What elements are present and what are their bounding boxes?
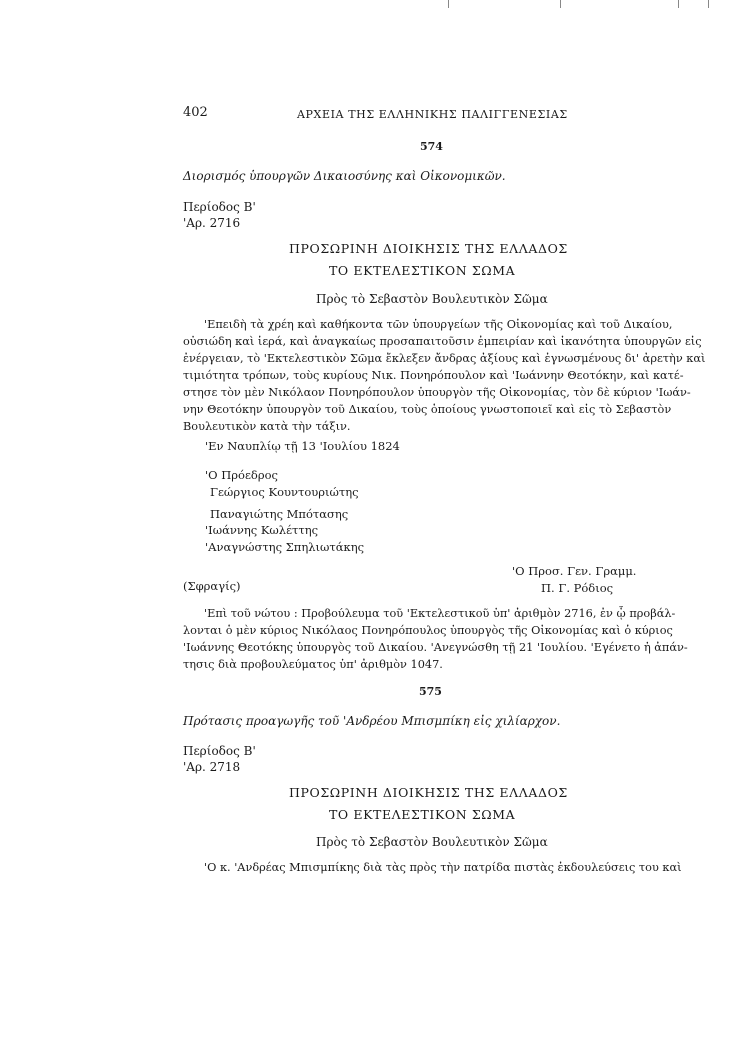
text-line: λονται ὁ μὲν κύριος Νικόλαος Πονηρόπουλος ὑπουργὸς τῆς Οἰκονομίας καὶ ὁ κύριος [183, 624, 673, 637]
secretary-title: 'Ο Προσ. Γεν. Γραμμ. [512, 564, 637, 578]
text-line: 'Ιωάννης Θεοτόκης ὑπουργὸς τοῦ Δικαίου. 'Ανεγνώσθη τῇ 21 'Ιουλίου. 'Εγένετο ἡ ἀπάν- [183, 641, 688, 654]
scan-mark [448, 0, 449, 8]
text-line: 'Επὶ τοῦ νώτου : Προβούλευμα τοῦ 'Εκτελεστικοῦ ὑπ' ἀριθμὸν 2716, ἐν ᾧ προβάλ- [204, 607, 676, 620]
reference-number: 'Αρ. 2716 [183, 216, 241, 230]
text-line: στησε τὸν μὲν Νικόλαον Πονηρόπουλον ὑπουργὸν τῆς Οἰκονομίας, τὸν δὲ κύριον 'Ιωάν- [183, 386, 691, 399]
document-subject: Διορισμός ὑπουργῶν Δικαιοσύνης καὶ Οἰκονομικῶν. [183, 169, 506, 183]
text-line: 'Επειδὴ τὰ χρέη καὶ καθήκοντα τῶν ὑπουργείων τῆς Οἰκονομίας καὶ τοῦ Δικαίου, [204, 318, 673, 331]
text-line: νην Θεοτόκην ὑπουργὸν τοῦ Δικαίου, τοὺς ὁποίους γνωστοποιεῖ καὶ εἰς τὸ Σεβαστὸν [183, 403, 672, 416]
body-paragraph [183, 859, 682, 876]
signatory: Γεώργιος Κουντουριώτης [210, 485, 359, 499]
document-subject: Πρότασις προαγωγῆς τοῦ 'Ανδρέου Μπισμπίκη εἰς χιλίαρχον. [183, 714, 561, 728]
page-number: 402 [183, 105, 208, 120]
scan-mark [678, 0, 679, 8]
heading-executive: ΤΟ ΕΚΤΕΛΕΣΤΙΚΟΝ ΣΩΜΑ [329, 807, 516, 822]
document-number: 574 [420, 140, 443, 153]
heading-government: ΠΡΟΣΩΡΙΝΗ ΔΙΟΙΚΗΣΙΣ ΤΗΣ ΕΛΛΑΔΟΣ [289, 785, 568, 800]
text-line: 'Ο κ. 'Ανδρέας Μπισμπίκης διὰ τὰς πρὸς τὴν πατρίδα πιστὰς ἐκδουλεύσεις του καὶ [204, 861, 682, 874]
place-date: 'Εν Ναυπλίῳ τῇ 13 'Ιουλίου 1824 [205, 439, 400, 453]
document-number: 575 [419, 685, 442, 698]
text-line: τησις διὰ προβουλεύματος ὑπ' ἀριθμὸν 1047. [183, 658, 443, 671]
heading-government: ΠΡΟΣΩΡΙΝΗ ΔΙΟΙΚΗΣΙΣ ΤΗΣ ΕΛΛΑΔΟΣ [289, 241, 568, 256]
secretary-name: Π. Γ. Ρόδιος [541, 581, 614, 595]
text-line: τιμιότητα τρόπων, τοὺς κυρίους Νικ. Πονηρόπουλον καὶ 'Ιωάννην Θεοτόκην, καὶ κατέ- [183, 369, 684, 382]
endorsement-note [183, 605, 688, 673]
period-label: Περίοδος Β' [183, 200, 256, 214]
addressee: Πρὸς τὸ Σεβαστὸν Βουλευτικὸν Σῶμα [316, 292, 548, 306]
scan-mark [708, 0, 709, 8]
running-title: ΑΡΧΕΙΑ ΤΗΣ ΕΛΛΗΝΙΚΗΣ ΠΑΛΙΓΓΕΝΕΣΙΑΣ [297, 108, 568, 121]
body-paragraph [183, 316, 706, 435]
text-line: Βουλευτικὸν κατὰ τὴν τάξιν. [183, 420, 351, 433]
heading-executive: ΤΟ ΕΚΤΕΛΕΣΤΙΚΟΝ ΣΩΜΑ [329, 263, 516, 278]
text-line: ἐνέργειαν, τὸ 'Εκτελεστικὸν Σῶμα ἔκλεξεν ἄνδρας ἀξίους καὶ ἐγνωσμένους δι' ἀρετὴν καὶ [183, 352, 706, 365]
reference-number: 'Αρ. 2718 [183, 760, 241, 774]
signatory: 'Αναγνώστης Σπηλιωτάκης [205, 540, 365, 554]
seal-note: (Σφραγίς) [183, 579, 241, 593]
period-label: Περίοδος Β' [183, 744, 256, 758]
signatory: 'Ο Πρόεδρος [205, 468, 278, 482]
text-line: οὐσιώδη καὶ ἱερά, καὶ ἀναγκαίως προσαπαιτοῦσιν ἐμπειρίαν καὶ ἱκανότητα ὑπουργῶν εἰς [183, 335, 702, 348]
signatory: 'Ιωάννης Κωλέττης [205, 523, 319, 537]
addressee: Πρὸς τὸ Σεβαστὸν Βουλευτικὸν Σῶμα [316, 835, 548, 849]
signatory: Παναγιώτης Μπότασης [210, 507, 349, 521]
scan-mark [560, 0, 561, 8]
